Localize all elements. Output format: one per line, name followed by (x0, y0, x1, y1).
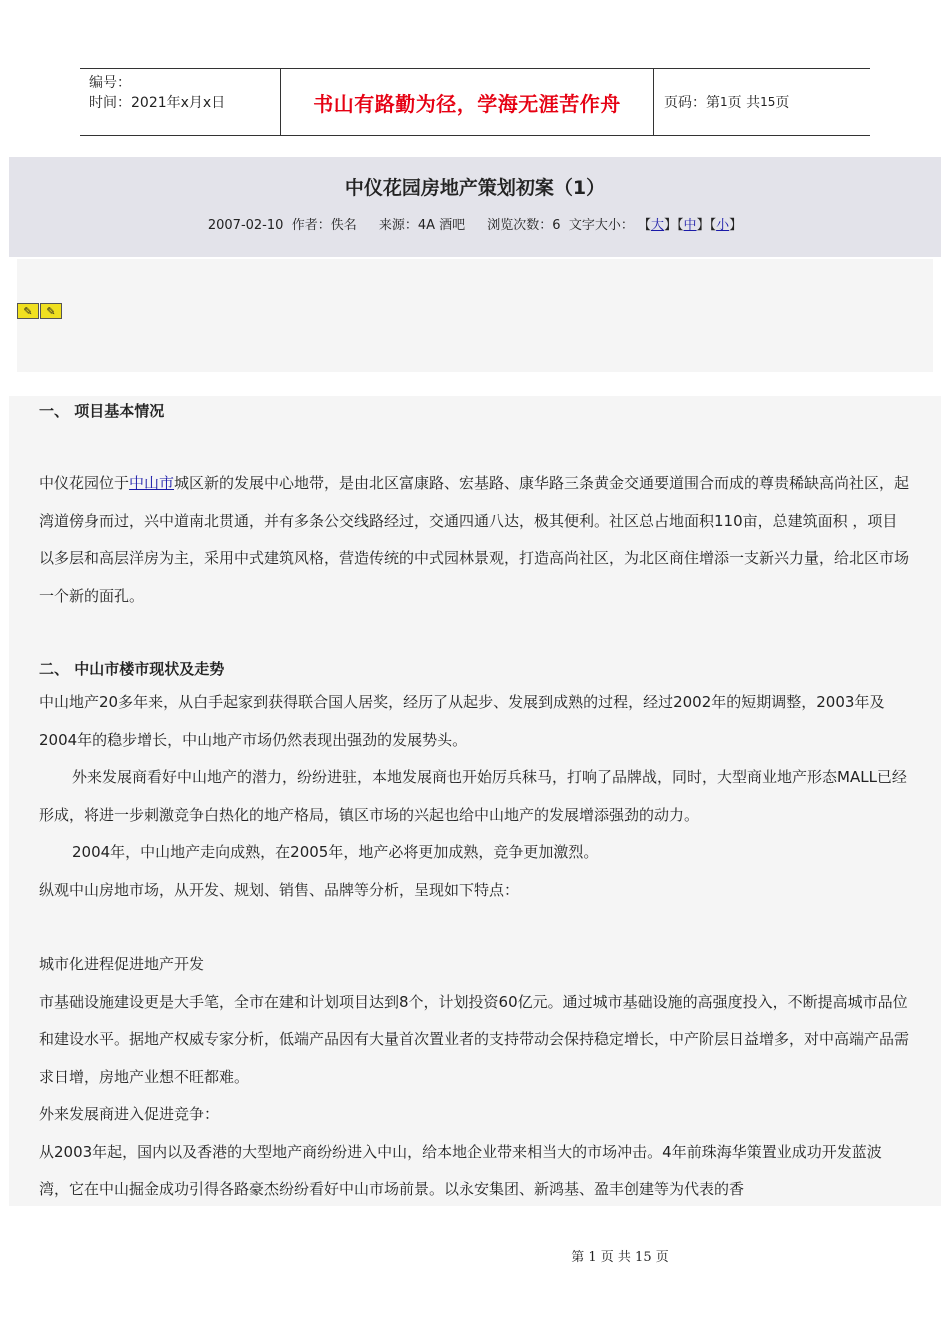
paragraph (39, 465, 911, 615)
article-date: 2007-02-10 (207, 218, 284, 233)
header-motto-cell (281, 69, 654, 135)
paragraph: 中山地产20多年来，从白手起家到获得联合国人居奖，经历了从起步、发展到成熟的过程，经过2002年的短期调整，2003年及2004年的稳步增长，中山地产市场仍然表现出强劲的发展势头。 (39, 693, 885, 749)
page-footer: 第 1 页 共 15 页 (571, 1250, 669, 1265)
header-left-cell (80, 69, 281, 135)
text: 中仪花园位于 (39, 474, 130, 492)
motto-text: 书山有路勤为径，学海无涯苦作舟 (313, 91, 621, 116)
text: 城区新的发展中心地带，是由北区富康路、宏基路、康华路三条黄金交通要道围合而成的尊贵稀缺高尚社区，起湾道傍身而过，兴中道南北贯通，并有多条公交线路经过，交通四通八达，极其便利。社区总占地面积110亩，总建筑面积 ，项目以多层和高层洋房为主，采用中式建筑风格，营造传统的中式园林景观，打造高尚社区，为北区商住增添一支新兴力量，给北区市场一个新的面孔。 (39, 474, 910, 605)
paragraph: 城市化进程促进地产开发 (39, 955, 205, 973)
bracket: 【 (677, 218, 684, 233)
page-prefix: 页码：第 (664, 95, 720, 111)
font-size-medium-link[interactable]: 中 (683, 218, 697, 233)
section-heading-1: 一、 项目基本情况 (39, 402, 165, 420)
zhongshan-link[interactable]: 中山市 (129, 474, 175, 492)
paragraph: 外来发展商进入促进竞争： (39, 1105, 220, 1123)
bracket: 】 (664, 218, 678, 233)
toolbar-box (17, 259, 933, 372)
bracket: 【 (637, 218, 651, 233)
article-meta (9, 214, 941, 233)
section-heading-2: 二、 中山市楼市现状及走势 (39, 660, 225, 678)
article-author: 作者：佚名 (291, 218, 357, 233)
font-size-label: 文字大小： (568, 218, 634, 233)
paragraph: 市基础设施建设更是大手笔，全市在建和计划项目达到8个，计划投资60亿元。通过城市基础设施的高强度投入，不断提高城市品位和建设水平。据地产权威专家分析，低端产品因有大量首次置业者的支持带动会保持稳定增长，中产阶层日益增多，对中高端产品需求日增，房地产业想不旺都难。 (39, 992, 910, 1086)
page-total: 15 (760, 95, 776, 109)
edit-icon[interactable]: ✎ (40, 303, 62, 319)
font-size-large-link[interactable]: 大 (651, 218, 665, 233)
article-content (39, 396, 911, 1209)
article-title-band (9, 157, 941, 257)
article-title: 中仪花园房地产策划初案（1） (344, 177, 606, 199)
bracket: 【 (709, 218, 717, 233)
date-label: 时间：2021年x月x日 (89, 95, 226, 111)
font-size-small-link[interactable]: 小 (716, 218, 730, 233)
paragraph: 外来发展商看好中山地产的潜力，纷纷进驻，本地发展商也开始厉兵秣马，打响了品牌战，同时，大型商业地产形态MALL已经形成，将进一步刺激竞争白热化的地产格局，镇区市场的兴起也给中山地产的发展增添强劲的动力。 (39, 768, 907, 824)
header-page-cell (654, 69, 870, 135)
article-views: 浏览次数：6 (487, 218, 561, 233)
paragraph: 纵观中山房地市场，从开发、规划、销售、品牌等分析，呈现如下特点： (39, 880, 520, 899)
page-current: 1 (720, 95, 728, 109)
icon-pair (17, 303, 63, 319)
bracket: 】 (729, 218, 743, 233)
edit-icon[interactable]: ✎ (17, 303, 39, 319)
header-table (80, 68, 870, 136)
bracket: 】 (696, 218, 710, 233)
article-source: 来源：4A 酒吧 (378, 218, 466, 233)
number-label: 编号： (89, 75, 131, 91)
paragraph: 从2003年起，国内以及香港的大型地产商纷纷进入中山，给本地企业带来相当大的市场冲击。4年前珠海华策置业成功开发蓝波湾，它在中山掘金成功引得各路豪杰纷纷看好中山市场前景。以永安集团、新鸿基、盈丰创建等为代表的香 (39, 1142, 882, 1198)
page-suffix: 页 (775, 95, 790, 111)
page-mid: 页 共 (727, 95, 761, 111)
paragraph: 2004年，中山地产走向成熟，在2005年，地产必将更加成熟，竞争更加激烈。 (72, 843, 599, 861)
